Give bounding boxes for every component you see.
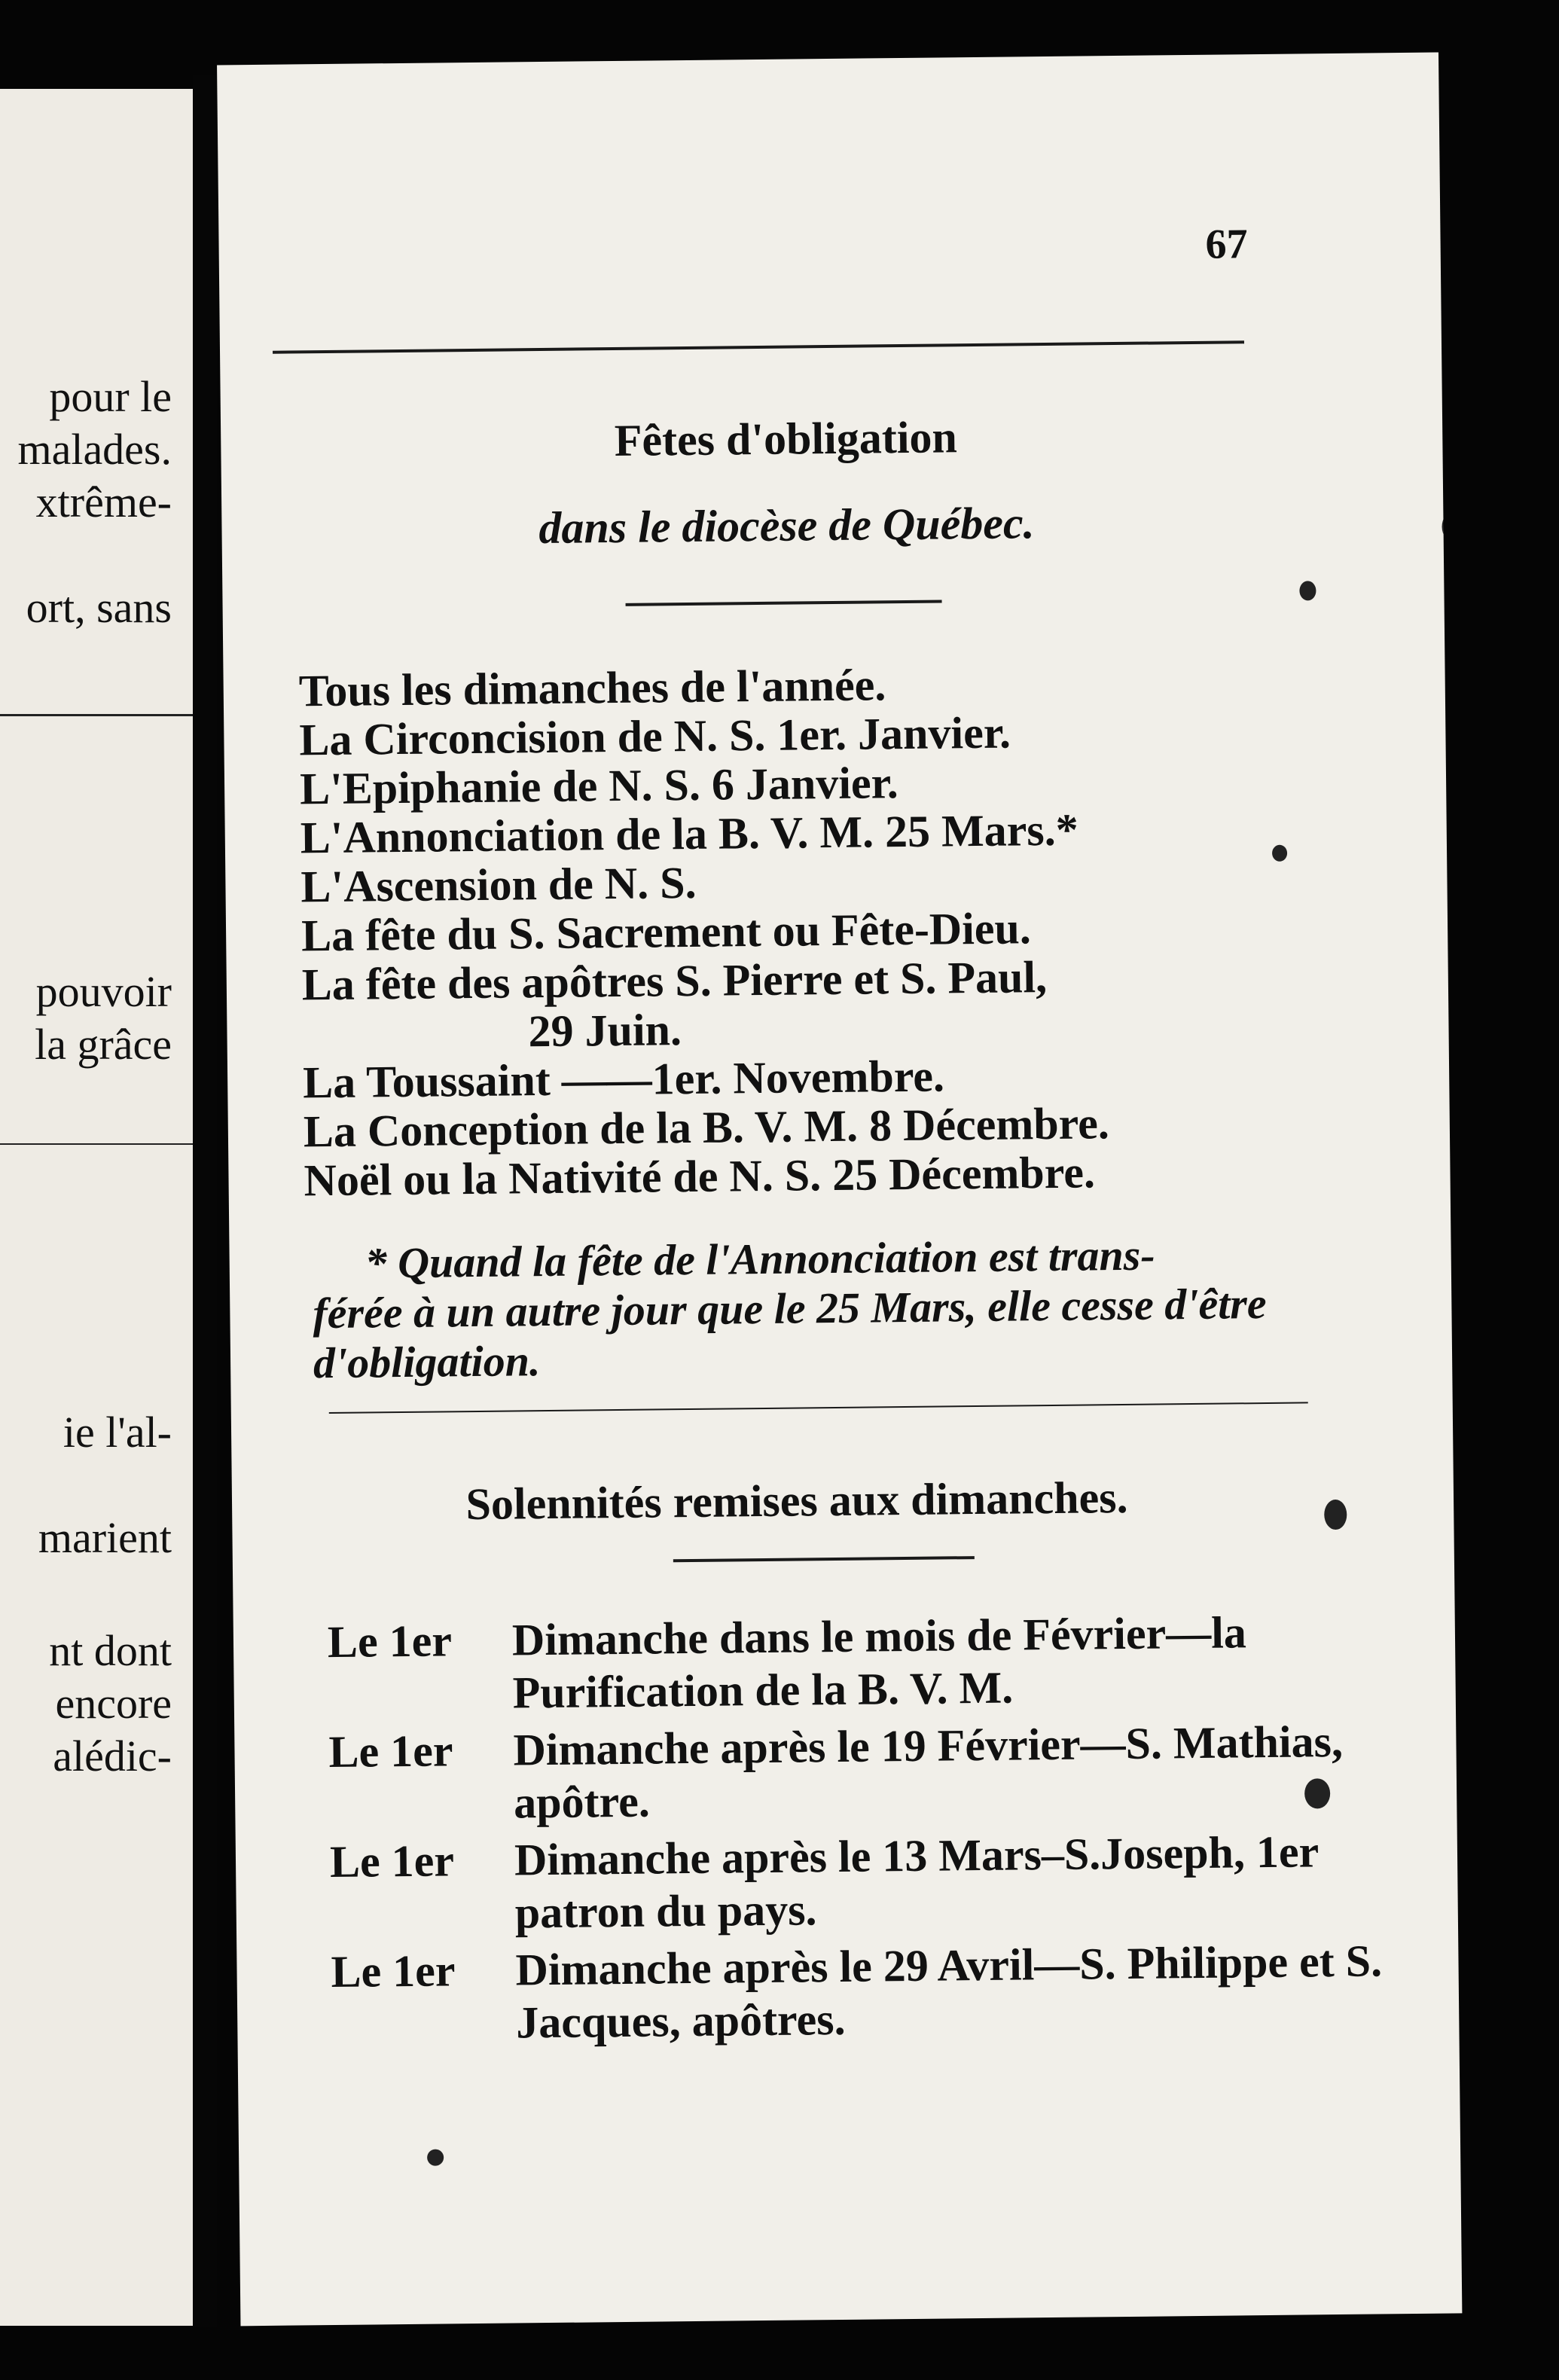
left-line: malades.	[17, 425, 172, 474]
list-item	[330, 1824, 1400, 1941]
list-item: La Toussaint ——1er. Novembre.	[302, 1051, 945, 1108]
list-item: L'Epiphanie de N. S. 6 Janvier.	[299, 758, 899, 814]
left-line: xtrême-	[35, 478, 172, 526]
list-item: Noël ou la Nativité de N. S. 25 Décembre.	[304, 1147, 1096, 1206]
left-page-fragment	[0, 89, 193, 2326]
left-line: marient	[38, 1513, 172, 1562]
solemnity-text: Dimanche après le 29 Avril—S. Philippe et S. Jacques, apôtres.	[515, 1936, 1383, 2048]
left-line: pour le	[49, 372, 172, 421]
list-item: La fête des apôtres S. Pierre et S. Paul,	[301, 952, 1048, 1010]
footnote	[312, 1228, 1330, 1388]
list-item	[328, 1604, 1398, 1721]
solemnity-prefix: Le 1er	[327, 1616, 453, 1668]
solemnities-list	[328, 1604, 1402, 2055]
left-line: ie l'al-	[63, 1408, 172, 1457]
solemnity-prefix: Le 1er	[329, 1835, 455, 1887]
left-line: nt dont	[49, 1626, 172, 1675]
list-item: L'Annonciation de la B. V. M. 25 Mars.*	[300, 804, 1078, 863]
solemnity-prefix: Le 1er	[331, 1945, 456, 1997]
left-line: encore	[55, 1679, 172, 1728]
feast-list	[298, 658, 1109, 1205]
list-item: Tous les dimanches de l'année.	[298, 660, 886, 716]
solemnity-text: Dimanche après le 13 Mars–S.Joseph, 1er patron du pays.	[514, 1826, 1319, 1938]
list-item: La Circoncision de N. S. 1er. Janvier.	[299, 707, 1011, 765]
footnote-first-line: * Quand la fête de l'Annonciation est trans-	[365, 1230, 1155, 1288]
short-rule	[673, 1556, 975, 1562]
solemnity-text: Dimanche dans le mois de Février—la Purification de la B. V. M.	[511, 1607, 1247, 1718]
solemnities-title: Solennités remises aux dimanches.	[465, 1472, 1128, 1530]
section-divider	[329, 1402, 1308, 1414]
section-title: Fêtes d'obligation	[614, 412, 958, 465]
left-line: alédic-	[53, 1732, 172, 1780]
book-gutter	[193, 75, 217, 2327]
solemnity-prefix: Le 1er	[328, 1726, 453, 1777]
ink-speck	[1304, 1778, 1330, 1808]
ink-speck	[1299, 581, 1316, 600]
list-item	[328, 1714, 1399, 1831]
left-line: ort, sans	[26, 583, 172, 632]
ink-speck	[1442, 511, 1462, 542]
left-line: pouvoir	[35, 967, 172, 1016]
ink-speck	[427, 2149, 444, 2165]
left-rule	[0, 714, 193, 716]
page-number: 67	[1205, 221, 1248, 268]
header-rule	[273, 340, 1244, 354]
ink-speck	[1324, 1500, 1347, 1530]
list-item	[331, 1934, 1401, 2051]
left-line: la grâce	[35, 1020, 172, 1069]
footnote-rest: férée à un autre jour que le 25 Mars, elle cesse d'être d'obligation.	[313, 1278, 1267, 1388]
left-rule	[0, 1143, 193, 1145]
solemnity-text: Dimanche après le 19 Février—S. Mathias, apôtre.	[513, 1716, 1344, 1828]
ink-speck	[1272, 845, 1287, 862]
list-item: L'Ascension de N. S.	[301, 857, 697, 912]
list-item: La fête du S. Sacrement ou Fête-Dieu.	[301, 903, 1032, 961]
section-subtitle: dans le diocèse de Québec.	[538, 498, 1035, 554]
short-rule	[626, 600, 942, 606]
list-item: La Conception de la B. V. M. 8 Décembre.	[303, 1098, 1110, 1157]
book-page	[217, 53, 1462, 2327]
list-item: 29 Juin.	[528, 1005, 682, 1057]
